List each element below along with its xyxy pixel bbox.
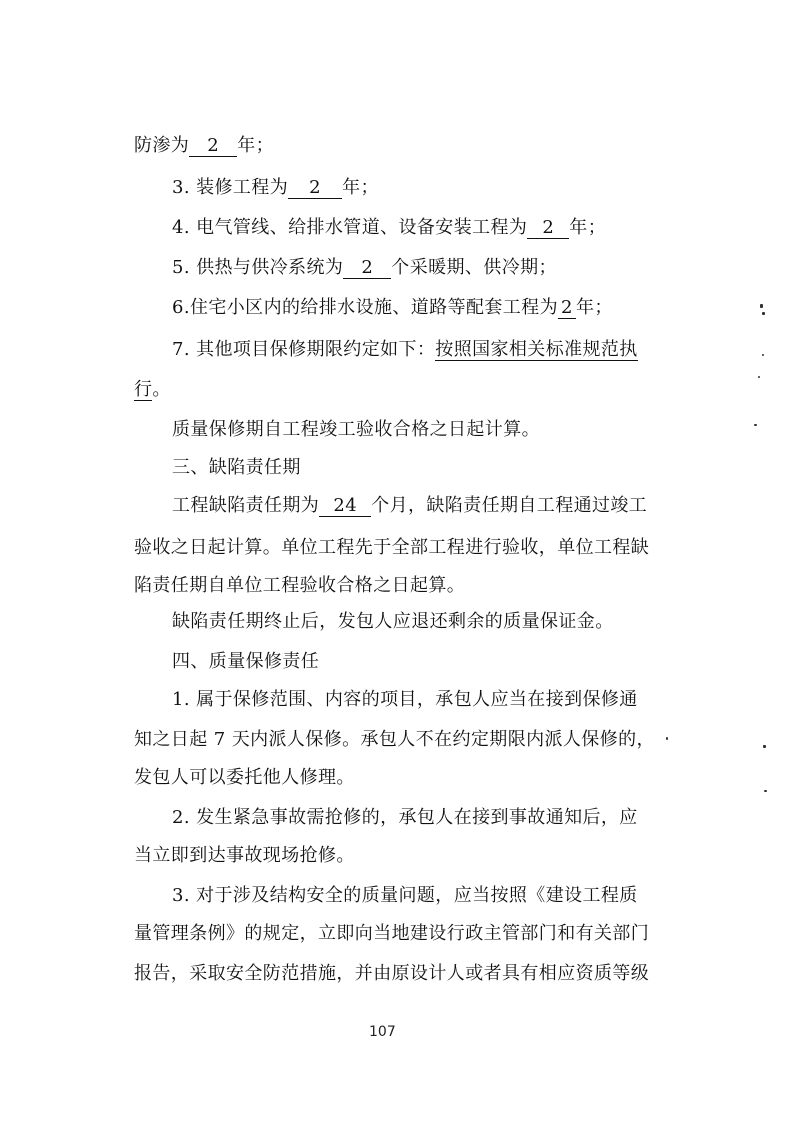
line-text: 个月，缺陷责任期自工程通过竣工 (371, 495, 648, 516)
scan-speck (758, 376, 760, 378)
line-text: 年； (342, 177, 379, 198)
line-text: 4. 电气管线、给排水管道、设备安装工程为 (172, 217, 528, 238)
scan-speck (666, 737, 668, 740)
warranty-line-other-cont (134, 378, 171, 402)
paragraph-line (172, 494, 647, 518)
warranty-line-electrical (172, 216, 606, 240)
line-text: 7. 其他项目保修期限约定如下： (172, 339, 436, 360)
paragraph-line: 陷责任期自单位工程验收合格之日起算。 (134, 575, 466, 596)
warranty-line-waterproofing (134, 134, 274, 158)
line-text: 。 (152, 379, 171, 400)
paragraph-line: 1. 属于保修范围、内容的项目，承包人应当在接到保修通 (172, 689, 638, 710)
line-text: 年； (569, 217, 607, 238)
line-text: 年； (237, 135, 275, 156)
filled-blank: 24 (319, 496, 371, 517)
paragraph-line: 验收之日起计算。单位工程先于全部工程进行验收，单位工程缺 (134, 537, 650, 558)
warranty-line-other (172, 338, 638, 362)
warranty-line-decoration (172, 176, 379, 200)
section-heading: 四、质量保修责任 (172, 651, 320, 672)
line-text: 个采暖期、供冷期； (391, 257, 557, 278)
paragraph-line: 知之日起 7 天内派人保修。承包人不在约定期限内派人保修的， (134, 729, 655, 750)
paragraph-line: 报告，采取安全防范措施，并由原设计人或者具有相应资质等级 (134, 963, 650, 984)
paragraph-line: 缺陷责任期终止后，发包人应退还剩余的质量保证金。 (172, 611, 614, 632)
filled-blank: 2 (343, 258, 391, 279)
scan-speck (760, 304, 763, 308)
scan-speck (764, 790, 767, 792)
scan-speck (762, 354, 764, 356)
paragraph-line: 3. 对于涉及结构安全的质量问题，应当按照《建设工程质 (172, 885, 638, 906)
paragraph-line: 2. 发生紧急事故需抢修的，承包人在接到事故通知后，应 (172, 807, 638, 828)
filled-blank: 2 (527, 218, 569, 239)
warranty-line-community (172, 296, 613, 320)
line-text: 6.住宅小区内的给排水设施、道路等配套工程为 (172, 297, 558, 318)
filled-blank: 行 (134, 379, 153, 400)
paragraph-line: 当立即到达事故现场抢修。 (134, 845, 355, 866)
line-text: 工程缺陷责任期为 (172, 495, 320, 516)
line-text: 年； (575, 297, 613, 318)
line-text: 5. 供热与供冷系统为 (172, 257, 344, 278)
scan-speck (763, 745, 766, 748)
paragraph-line: 量管理条例》的规定，立即向当地建设行政主管部门和有关部门 (134, 923, 650, 944)
section-heading: 三、缺陷责任期 (172, 457, 301, 478)
line-text: 防渗为 (134, 135, 190, 156)
filled-blank: 按照国家相关标准规范执 (435, 339, 638, 360)
page-number: 107 (369, 1024, 396, 1040)
line-text: 3. 装修工程为 (172, 177, 289, 198)
warranty-line-heating (172, 256, 557, 280)
filled-blank: 2 (189, 136, 237, 157)
scan-speck (762, 312, 765, 315)
scan-speck (754, 424, 757, 426)
filled-blank: 2 (288, 178, 342, 199)
paragraph-line: 质量保修期自工程竣工验收合格之日起计算。 (172, 419, 540, 440)
filled-blank: 2 (558, 298, 576, 319)
paragraph-line: 发包人可以委托他人修理。 (134, 767, 355, 788)
